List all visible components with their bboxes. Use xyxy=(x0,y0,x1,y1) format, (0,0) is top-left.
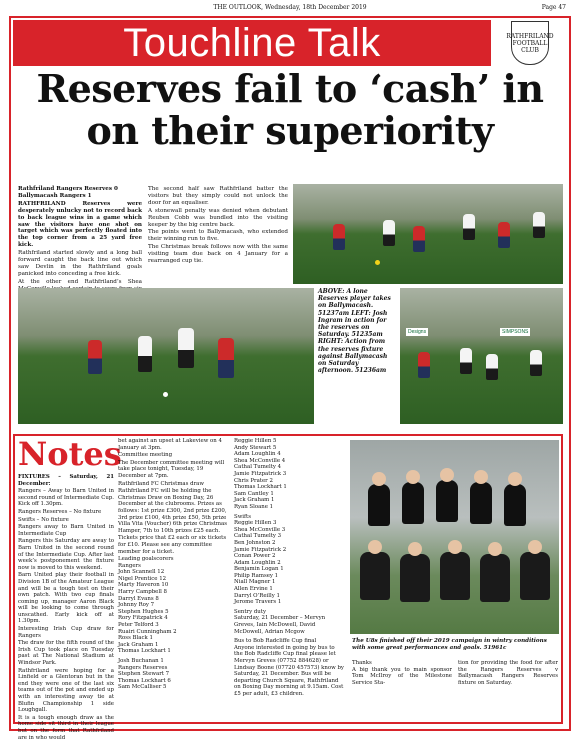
notes-line: Interesting Irish Cup draw for Rangers xyxy=(18,626,114,639)
notes-line: Rathfriland FC will be holding the Christmas Draw on Boxing Day, 26 December at the clubrooms. Prizes as follows: 1st prize £300, 2nd prize £200, 3rd prize £100, 4th prize £50, 5th prize Villa Vita (Voucher) 6th prize Christmas Hamper, 7th to 10th prizes £25 each. xyxy=(118,488,228,534)
notes-line: John Scannell 12 xyxy=(118,569,165,576)
notes-line: Thomas Lockhart 1 xyxy=(118,648,171,655)
notes-line: Benjamin Logan 1 xyxy=(234,566,284,573)
notes-line: Philip Ramsey 1 xyxy=(234,572,279,579)
thanks-column-1: Thanks A big thank you to main sponsor Tom McIlroy of the Milestone Service Sta- xyxy=(352,660,452,686)
article-paragraph: A stonewall penalty was denied when debutant Reuben Cobb was bundled into the visiting keeper by the big centre back. xyxy=(148,207,288,228)
notes-line: Josh Buchanan 1 xyxy=(118,658,164,664)
notes-line: Allen Ervine 1 xyxy=(234,586,273,593)
article-paragraph: The second half saw Rathfriland batter the visitors but they simply could not unlock the door for an equaliser. xyxy=(148,186,288,206)
player-figure xyxy=(498,222,510,248)
child-player-figure xyxy=(400,554,430,602)
notes-line: Johnny Roy 7 xyxy=(118,602,155,609)
notes-line: Conan Power 2 xyxy=(234,553,276,560)
article-column-2 xyxy=(148,186,288,266)
notes-line: Bus to Bob Radcliffe Cup final xyxy=(234,638,317,645)
notes-line: Thomas Lockhart 1 xyxy=(234,484,287,491)
notes-line: Barn United play their football in Division 1B of the Amateur League and will be a tough test on their own patch. With two cup finals coming up, manager Aaron Black will be looking to come through unscathed. Early kick off at 1.30pm. xyxy=(18,572,114,625)
thanks-column-2: tion for providing the food for after the Rangers Reserves v Ballymacash Rangers Reserves fixture on Saturday. xyxy=(458,660,558,686)
notes-line: Shea McConville 4 xyxy=(234,457,286,464)
notes-line: Committee meeting xyxy=(118,452,173,459)
notes-column-3 xyxy=(234,438,344,699)
photo-caption: ABOVE: A lone Reserves player takes on Ballymacash. 51237am LEFT: Josh Ingram in action for the reserves on Saturday. 51235am RIGHT: Action from the reserves fixture against Ballymacash on Saturday afternoon. 51236am xyxy=(318,288,391,375)
notes-line: The December committee meeting will take place tonight, Tuesday, 19 December at 7pm. xyxy=(118,459,225,479)
player-figure xyxy=(178,328,194,368)
notes-line: Rangers Reserves xyxy=(118,664,168,671)
player-figure xyxy=(486,354,498,380)
notes-line: Sam Cantley 1 xyxy=(234,490,274,497)
notes-column-1 xyxy=(18,474,114,742)
notes-line: Shea McConville 3 xyxy=(234,526,286,533)
notes-line: Chris Prater 2 xyxy=(234,477,273,484)
notes-line: Nigel Prentice 12 xyxy=(118,575,167,582)
notes-line: Andy Stewart 5 xyxy=(234,444,277,451)
notes-line: Peter Telford 3 xyxy=(118,622,159,629)
player-figure xyxy=(383,220,395,246)
score-line-home: Rathfriland Rangers Reserves 0 xyxy=(18,186,118,192)
notes-line: Cathal Tumelty 3 xyxy=(234,533,282,540)
match-photo-top xyxy=(293,184,563,284)
article-paragraph: The Christmas break follows now with the same visiting team due back on 4 January for a rearranged cup tie. xyxy=(148,244,288,265)
notes-line: Adam Loughlin 2 xyxy=(234,559,281,566)
player-figure xyxy=(413,226,425,252)
match-photo-left xyxy=(18,288,314,424)
u8s-team-photo xyxy=(350,440,559,634)
notes-line: Ruairi Cunningham 2 xyxy=(118,628,177,635)
notes-line: Reggie Hillen 3 xyxy=(234,520,277,527)
player-figure xyxy=(218,338,234,378)
football-icon xyxy=(375,260,380,265)
crest-text: RATHFRILAND FOOTBALL CLUB xyxy=(506,32,554,54)
notes-line: Rory Fitzpatrick 4 xyxy=(118,615,168,622)
child-player-figure xyxy=(360,552,390,600)
player-figure xyxy=(138,336,152,372)
player-figure xyxy=(418,352,430,378)
section-banner: Touchline Talk xyxy=(13,20,491,66)
notes-line: Ben Johnston 2 xyxy=(234,539,276,546)
notes-line: Niall Magner 1 xyxy=(234,579,276,586)
notes-line: bet against an upset at Lakeview on 4 January at 3pm. xyxy=(118,438,222,451)
article-paragraph: The points went to Ballymacash, who extended their winning run to five. xyxy=(148,229,288,243)
fixtures-heading: FIXTURES – Saturday, 21 December: xyxy=(18,474,114,487)
notes-line: Stephen Stewart 7 xyxy=(118,671,170,678)
sponsor-board: SIMPSONS xyxy=(502,329,529,335)
club-crest xyxy=(497,20,563,66)
player-figure xyxy=(530,350,542,376)
notes-line: Rangers this Saturday are away to Barn United in the second round of the Intermediate Cup. After last week’s postponement the fixture now is moved to this weekend. xyxy=(18,538,114,571)
notes-line: Rangers away to Barn United in Intermediate Cup xyxy=(18,524,114,537)
player-figure xyxy=(463,214,475,240)
page-header xyxy=(14,4,566,14)
match-photo-right xyxy=(400,288,563,424)
notes-line: Darryl Evans 8 xyxy=(118,595,159,602)
publication-date: THE OUTLOOK, Wednesday, 18th December 2019 xyxy=(213,4,367,11)
notes-line: Swifts – No fixture xyxy=(18,516,69,523)
notes-line: Jack Graham 1 xyxy=(234,497,275,504)
notes-line: It is a tough enough draw as the home side sit third in their league but on the form that Rathfriland are in who would xyxy=(18,714,114,741)
notes-line: Tickets price that £2 each or six tickets for £10. Please see any committee member for a ticket. xyxy=(118,535,227,555)
child-player-figure xyxy=(520,552,550,600)
football-icon xyxy=(163,392,168,397)
notes-line: Jerome Travers 1 xyxy=(234,599,282,606)
notes-line: Ross Black 1 xyxy=(118,635,153,642)
notes-line: Sam McCalliser 5 xyxy=(118,684,167,691)
notes-line: The draw for the fifth round of the Irish Cup took place on Tuesday past at The National Stadium at Windsor Park. xyxy=(18,640,114,667)
article-paragraph: Rathfriland started slowly and a long ball forward caught the back line out which saw Devlin in the Rathfriland goals panicked into conceding a free kick. xyxy=(18,250,142,277)
notes-line: Adam Loughlin 4 xyxy=(234,451,281,458)
player-figure xyxy=(460,348,472,374)
u8s-caption: The U8s finished off their 2019 campaign in wintry conditions with some great performances and goals. 51961c xyxy=(352,638,547,651)
notes-line: Harry Campbell 8 xyxy=(118,589,167,596)
notes-line: Jamie Fitzpatrick 3 xyxy=(234,470,287,477)
notes-line: Rangers Reserves – No fixture xyxy=(18,508,102,515)
child-player-figure xyxy=(480,554,510,602)
notes-line: Rathfriland were hoping for a Linfield or a Glentoran but in the end they were one of the last six teams out of the pot and ended up with an interesting away tie at Blufin Championship 1 side Loughgall. xyxy=(18,667,114,714)
child-player-figure xyxy=(436,480,458,522)
page-number: Page 47 xyxy=(541,4,566,11)
player-figure xyxy=(533,212,545,238)
notes-line: Reggie Hillen 5 xyxy=(234,438,277,444)
crest-shield-icon xyxy=(506,21,554,65)
child-player-figure xyxy=(504,484,526,526)
notes-line: Rathfriland FC Christmas draw xyxy=(118,480,204,487)
notes-line: Saturday, 21 December – Mervyn Greves, Iain McDowell, David McDowell, Adrian Mcgow xyxy=(234,615,326,635)
sponsor-board: Designs xyxy=(408,329,427,335)
score-line-away: Ballymacash Rangers 1 xyxy=(18,192,92,199)
child-player-figure xyxy=(402,482,424,524)
notes-column-2 xyxy=(118,438,230,691)
article-column-1 xyxy=(18,186,142,301)
notes-line: Jamie Fitzpatrick 2 xyxy=(234,546,287,553)
player-figure xyxy=(88,340,102,374)
notes-line: Rangers – Away to Barn United in second round of Intermediate Cup. Kick off 1.30pm. xyxy=(18,488,114,508)
child-player-figure xyxy=(470,482,492,524)
notes-line: Cathal Tumelty 4 xyxy=(234,464,282,471)
notes-line: Marty Haveron 10 xyxy=(118,582,169,589)
headline: Reserves fail to ‘cash’ in on their superiority xyxy=(36,66,544,153)
notes-line: Sentry duty xyxy=(234,608,266,615)
notes-line: Stephen Hughes 5 xyxy=(118,608,169,615)
child-player-figure xyxy=(440,552,470,600)
article-paragraph: At the other end Rathfriland’s Shea xyxy=(18,278,142,285)
child-player-figure xyxy=(368,484,390,526)
notes-line: Ryan Sloane 1 xyxy=(234,503,274,510)
notes-line: Anyone interested in going by bus to the Bob Radcliffe Cup final please let Mervyn Greves (07752 884628) or Lindsay Boone (07720 457573) know by Saturday, 21 December. Bus will be departing Church Square, Rathfriland on Boxing Day morning at 9.15am. Cost £5 per adult, £3 children. xyxy=(234,644,344,697)
notes-line: Swifts xyxy=(234,513,251,520)
notes-line: Jack Graham 1 xyxy=(118,641,159,648)
notes-line: Rangers xyxy=(118,562,141,569)
article-lead: RATHFRILAND Reserves were desperately unlucky not to record back to back league wins in a game which saw the visitors have one shot on target which was perfectly floated into the top corner from a 25 yard free kick. xyxy=(18,200,142,249)
notes-line: Darryl O’Reilly 1 xyxy=(234,592,280,599)
notes-line: Leading goalscorers xyxy=(118,556,174,563)
notes-title: Notes xyxy=(18,435,122,473)
notes-line: Thomas Lockhart 6 xyxy=(118,677,171,684)
player-figure xyxy=(333,224,345,250)
